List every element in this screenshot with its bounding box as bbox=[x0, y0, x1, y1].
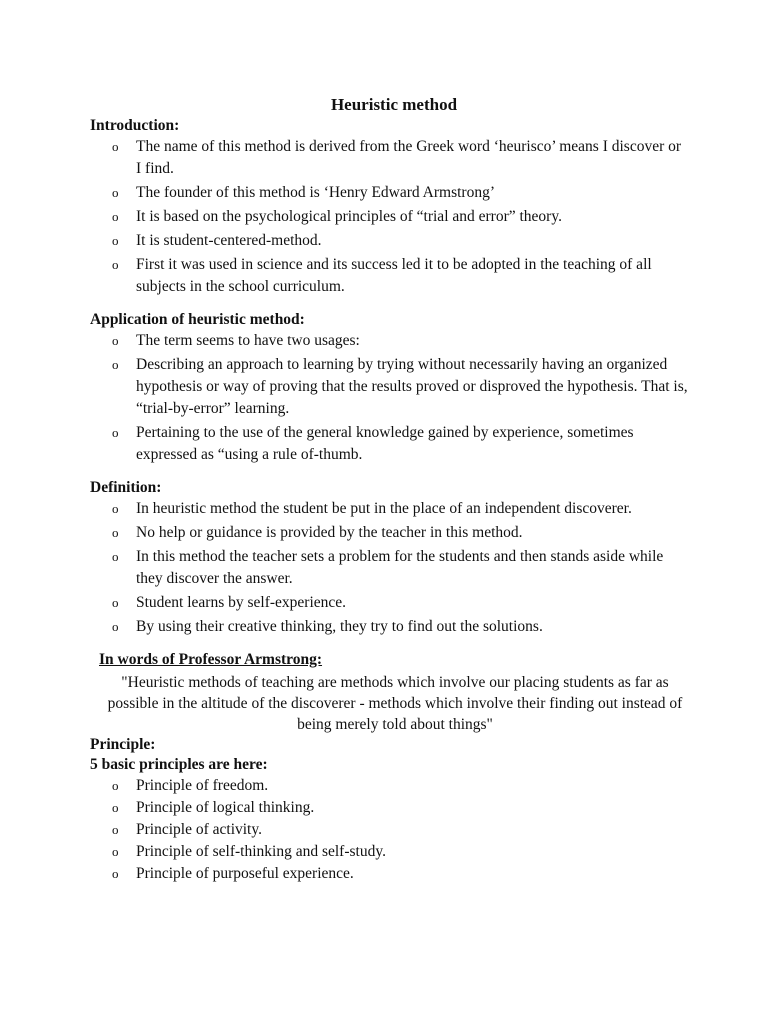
list-item: o The term seems to have two usages: bbox=[90, 330, 688, 352]
bullet-icon: o bbox=[112, 185, 119, 200]
list-item: o Principle of purposeful experience. bbox=[112, 865, 354, 882]
principle-list bbox=[90, 775, 688, 884]
bullet-icon: o bbox=[112, 139, 119, 154]
list-item: o Principle of activity. bbox=[112, 821, 262, 838]
definition-heading: Definition: bbox=[90, 479, 162, 496]
bullet-icon: o bbox=[112, 844, 119, 859]
list-item: o Principle of freedom. bbox=[112, 777, 269, 794]
introduction-heading: Introduction: bbox=[90, 117, 180, 134]
list-item: o First it was used in science and its success led it to be adopted in the teaching of all subjects in the school curriculum. bbox=[112, 256, 652, 295]
list-item: o Describing an approach to learning by trying without necessarily having an organized hypothesis or way of proving that the results proved or disproved the hypothesis. That is, “trial-by-error” learning. bbox=[112, 356, 688, 417]
list-item: o Principle of logical thinking. bbox=[112, 799, 315, 816]
list-item: o Pertaining to the use of the general knowledge gained by experience, sometimes expressed as “using a rule of-thumb. bbox=[112, 424, 634, 463]
armstrong-heading: In words of Professor Armstrong: bbox=[99, 651, 323, 668]
document-title: Heuristic method bbox=[330, 95, 458, 114]
principle-subheading: 5 basic principles are here: bbox=[90, 756, 268, 773]
introduction-list bbox=[90, 136, 688, 298]
bullet-icon: o bbox=[112, 333, 119, 348]
bullet-icon: o bbox=[112, 549, 119, 564]
application-heading: Application of heuristic method: bbox=[90, 311, 305, 328]
bullet-icon: o bbox=[112, 209, 119, 224]
list-item: o By using their creative thinking, they try to find out the solutions. bbox=[90, 616, 688, 638]
list-item: o It is student-centered-method. bbox=[90, 230, 688, 252]
principle-heading: Principle: bbox=[90, 736, 156, 753]
bullet-icon: o bbox=[112, 525, 119, 540]
bullet-icon: o bbox=[112, 357, 119, 372]
application-list bbox=[90, 330, 688, 466]
list-item: o Principle of self-thinking and self-study. bbox=[112, 843, 386, 860]
list-item: o The name of this method is derived from the Greek word ‘heurisco’ means I discover or I find. bbox=[112, 138, 682, 177]
definition-list bbox=[90, 498, 688, 638]
list-item: o No help or guidance is provided by the teacher in this method. bbox=[90, 522, 688, 544]
bullet-icon: o bbox=[112, 800, 119, 815]
list-item: o It is based on the psychological principles of “trial and error” theory. bbox=[90, 206, 688, 228]
list-item: o The founder of this method is ‘Henry Edward Armstrong’ bbox=[90, 182, 688, 204]
bullet-icon: o bbox=[112, 822, 119, 837]
list-item: o In this method the teacher sets a problem for the students and then stands aside while they discover the answer. bbox=[112, 548, 664, 587]
list-item: o In heuristic method the student be put in the place of an independent discoverer. bbox=[90, 498, 688, 520]
bullet-icon: o bbox=[112, 619, 119, 634]
bullet-icon: o bbox=[112, 425, 119, 440]
bullet-icon: o bbox=[112, 257, 119, 272]
bullet-icon: o bbox=[112, 866, 119, 881]
list-item: o Student learns by self-experience. bbox=[90, 592, 688, 614]
bullet-icon: o bbox=[112, 501, 119, 516]
armstrong-quote: "Heuristic methods of teaching are methods which involve our placing students as far as possible in the altitude of the discoverer - methods which involve their finding out instead of being merely told about things" bbox=[107, 674, 683, 733]
bullet-icon: o bbox=[112, 233, 119, 248]
bullet-icon: o bbox=[112, 778, 119, 793]
bullet-icon: o bbox=[112, 595, 119, 610]
